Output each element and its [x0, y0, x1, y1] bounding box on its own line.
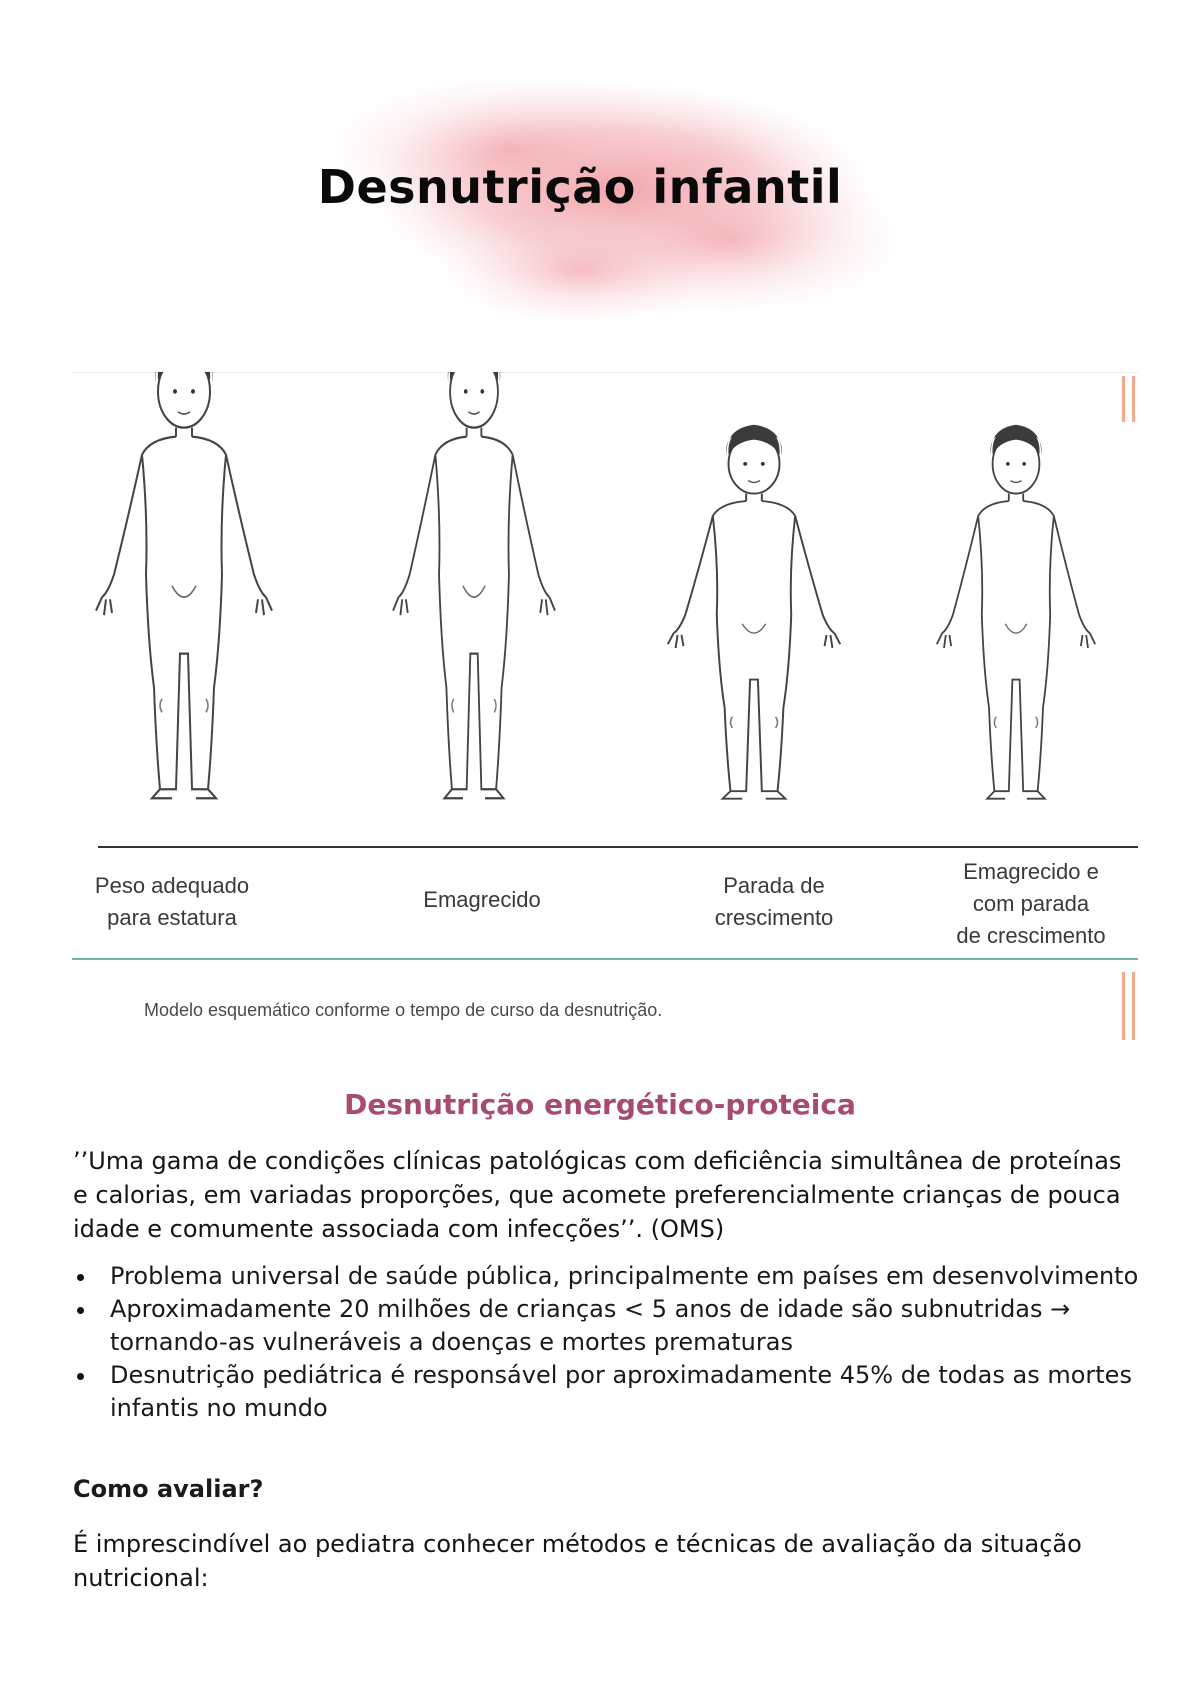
- label-normal: Peso adequado para estatura: [94, 873, 250, 930]
- figure-caption: Modelo esquemático conforme o tempo de curso da desnutrição.: [144, 1000, 663, 1020]
- label-wasted: Emagrecido: [423, 887, 541, 912]
- list-item-text: Aproximadamente 20 milhões de crianças < 5 anos de idade são subnutridas → tornando-as vulneráveis a doenças e mortes prematuras: [110, 1295, 1071, 1356]
- child-wasted-stunted-figure: [937, 425, 1095, 799]
- figure-divider: [72, 958, 1138, 960]
- bullet-icon: [77, 1373, 84, 1380]
- intro-paragraph: É imprescindível ao pediatra conhecer métodos e técnicas de avaliação da situação nutricional:: [73, 1530, 1082, 1592]
- bullet-list: [73, 1260, 1153, 1425]
- malnutrition-figure: [72, 372, 1138, 1042]
- figure-corner-mark: [1132, 972, 1135, 1040]
- child-silhouettes: [72, 372, 1138, 872]
- section-heading: Desnutrição energético-proteica: [344, 1088, 856, 1121]
- child-stunted-figure: [668, 425, 840, 799]
- page-title: Desnutrição infantil: [317, 160, 843, 214]
- subheading: Como avaliar?: [73, 1475, 264, 1503]
- label-stunted: Parada de crescimento: [714, 873, 834, 930]
- child-normal-figure: [96, 372, 272, 798]
- list-item: [73, 1359, 1153, 1425]
- figure-corner-mark: [1122, 972, 1125, 1040]
- list-item-text: Problema universal de saúde pública, principalmente em países em desenvolvimento: [110, 1262, 1139, 1290]
- bullet-icon: [77, 1274, 84, 1281]
- list-item: [73, 1293, 1153, 1359]
- definition-paragraph: ’’Uma gama de condições clínicas patológicas com deficiência simultânea de proteínas e calorias, em variadas proporções, que acomete preferencialmente crianças de pouca idade e comumente associada com infecções’’. (OMS): [73, 1147, 1122, 1243]
- list-item-text: Desnutrição pediátrica é responsável por aproximadamente 45% de todas as mortes infantis no mundo: [110, 1361, 1132, 1422]
- title-banner: [0, 0, 1200, 360]
- label-wasted-stunted: Emagrecido e com parada de crescimento: [956, 859, 1106, 948]
- bullet-icon: [77, 1307, 84, 1314]
- child-wasted-figure: [393, 372, 555, 798]
- list-item: [73, 1260, 1153, 1293]
